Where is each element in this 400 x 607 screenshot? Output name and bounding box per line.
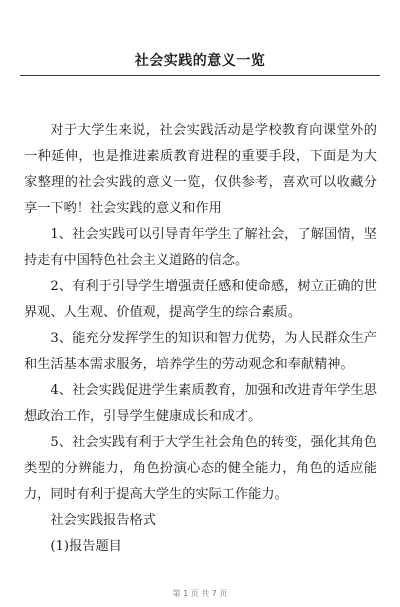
document-title: 社会实践的意义一览 (134, 53, 266, 69)
paragraph-point-1: 1、社会实践可以引导青年学生了解社会，了解国情，坚持走有中国特色社会主义道路的信念。 (24, 227, 377, 268)
paragraph-report-title: (1)报告题目 (50, 539, 122, 554)
document-body (24, 118, 377, 560)
paragraph-point-5: 5、社会实践有利于大学生社会角色的转变，强化其角色类型的分辨能力，角色扮演心态的健全能力，角色的适应能力，同时有利于提高大学生的实际工作能力。 (24, 435, 377, 502)
paragraph-intro: 对于大学生来说，社会实践活动是学校教育向课堂外的一种延伸，也是推进素质教育进程的重要手段，下面是为大家整理的社会实践的意义一览，仅供参考，喜欢可以收藏分享一下哟！社会实践的意义和作用 (24, 123, 377, 216)
paragraph-point-2: 2、有利于引导学生增强责任感和使命感，树立正确的世界观、人生观、价值观，提高学生的综合素质。 (24, 279, 377, 320)
paragraph-point-4: 4、社会实践促进学生素质教育，加强和改进青年学生思想政治工作，引导学生健康成长和成才。 (24, 383, 377, 424)
title-divider (20, 75, 380, 76)
section-heading-report-format: 社会实践报告格式 (50, 513, 156, 528)
paragraph-point-3: 3、能充分发挥学生的知识和智力优势，为人民群众生产和生活基本需求服务，培养学生的劳动观念和奉献精神。 (24, 331, 377, 372)
page-number-footer: 第 1 页 共 7 页 (172, 589, 228, 598)
